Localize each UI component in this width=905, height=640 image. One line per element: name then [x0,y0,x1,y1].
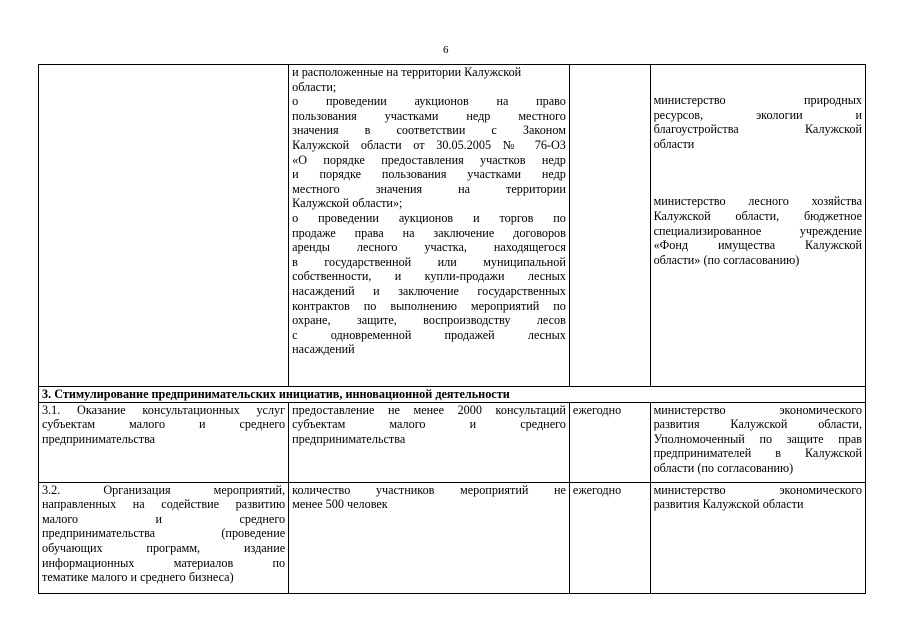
text-line: предпринимательства [292,431,406,446]
text-line: охране, защите, воспроизводству лесов [292,313,566,328]
text-line: аренды лесного участка, находящегося [292,240,566,255]
cell-measure-name [39,482,289,593]
text-line: «О порядке предоставления участков недр [292,152,566,167]
text-line: «Фонд имущества Калужской [653,238,862,253]
text-line: субъектам малого и среднего [42,417,286,432]
text-line: области (по согласованию) [653,460,794,475]
text-line: министерство природных [653,93,862,107]
section-header: 3. Стимулирование предпринимательских инициатив, инновационной деятельности [39,387,866,403]
text-line: министерство экономического [653,482,862,497]
text-line: в государственной или муниципальной [292,254,566,269]
text-line: области [653,136,695,151]
cell-measure-name [39,65,289,387]
cell-period: ежегодно [569,482,650,593]
text-line: министерство лесного хозяйства [653,194,862,209]
text-line: количество участников мероприятий не [292,482,566,497]
text-line: специализированное учреждение [653,223,862,238]
text-line: информационных материалов по [42,555,286,570]
text-line: предпринимательства [42,431,156,446]
cell-responsible [650,402,865,482]
text-line: предоставление не менее 2000 консультаций [292,402,566,417]
text-line: субъектам малого и среднего [292,417,566,432]
text-line: развития Калужской области, [653,417,862,432]
section-header-row [39,387,866,403]
text-line: о проведении аукционов на право [292,94,566,109]
table-row [39,482,866,593]
text-line: 3.2. Организация мероприятий, [42,482,286,497]
text-line: тематике малого и среднего бизнеса) [42,570,234,585]
text-line: с одновременной продажей лесных [292,327,566,342]
text-line: Калужской области от 30.05.2005 № 76-ОЗ [292,137,566,152]
text-line: 3.1. Оказание консультационных услуг [42,402,286,417]
table-row [39,65,866,387]
text-line: собственности, и купли-продажи лесных [292,269,566,284]
cell-period: ежегодно [569,402,650,482]
text-line: контрактов по выполнению мероприятий по [292,298,566,313]
text-line: обучающих программ, издание [42,540,286,555]
text-line: продаже права на заключение договоров [292,225,566,240]
text-line: Калужской области»; [292,196,403,211]
cell-responsible [650,482,865,593]
text-line: Уполномоченный по защите прав [653,431,862,446]
text-line: значения в соответствии с Законом [292,123,566,138]
text-line: предпринимательства (проведение [42,526,286,541]
text-line: малого и среднего [42,511,286,526]
text-line: насаждений [292,342,355,357]
text-line: развития Калужской области [653,497,804,512]
text-line: области» (по согласованию) [653,252,800,267]
cell-responsible [650,65,865,387]
text-line: области; [292,79,337,94]
text-line: о проведении аукционов и торгов по [292,210,566,225]
text-line: и порядке пользования участками недр [292,167,566,182]
text-line: менее 500 человек [292,497,388,512]
text-line: направленных на содействие развитию [42,497,286,512]
cell-indicator [289,402,570,482]
cell-indicator [289,482,570,593]
text-line: министерство экономического [653,402,862,417]
cell-indicator [289,65,570,387]
cell-period [569,65,650,387]
page-number: 6 [443,44,449,56]
text-line: пользования участками недр местного [292,108,566,123]
text-line: насаждений и заключение государственных [292,283,566,298]
text-line: местного значения на территории [292,181,566,196]
text-line: благоустройства Калужской [653,122,862,137]
text-line: и расположенные на территории Калужской [292,65,522,79]
text-line: ресурсов, экологии и [653,107,862,122]
cell-measure-name [39,402,289,482]
text-line: предпринимателей в Калужской [653,446,862,461]
text-line: Калужской области, бюджетное [653,208,862,223]
measures-table [38,64,866,594]
table-row [39,402,866,482]
